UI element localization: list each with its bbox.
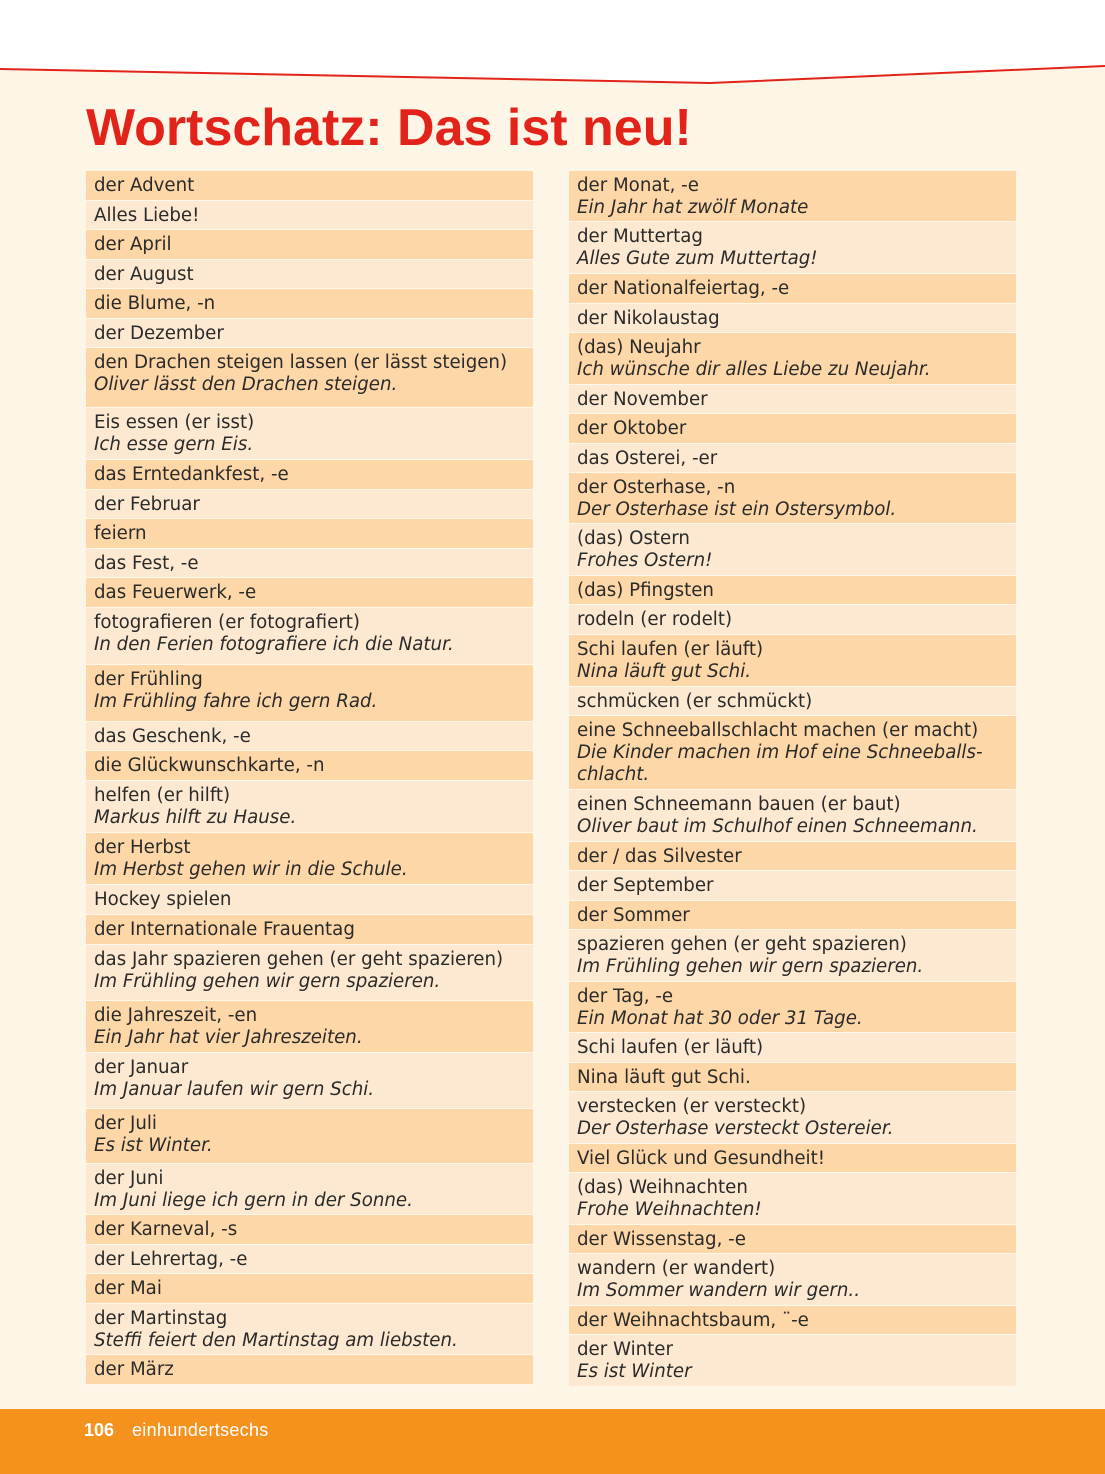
vocab-entry <box>569 274 1016 304</box>
vocab-entry <box>569 1144 1016 1173</box>
vocab-word: der / das Silvester <box>577 846 742 867</box>
vocab-example: Ich esse gern Eis. <box>94 434 254 455</box>
vocab-word: der Oktober <box>577 418 687 439</box>
vocab-entry <box>86 578 533 608</box>
vocab-word: der Februar <box>94 494 200 515</box>
vocab-word: der Dezember <box>94 323 224 344</box>
vocab-entry <box>86 1304 533 1355</box>
vocab-entry <box>86 1274 533 1304</box>
vocab-entry <box>569 635 1016 687</box>
vocab-word: der Sommer <box>577 905 690 926</box>
vocab-entry <box>569 901 1016 930</box>
vocab-word: Alles Liebe! <box>94 205 200 226</box>
vocab-entry <box>86 260 533 289</box>
vocab-example: Im Herbst gehen wir in die Schule. <box>94 859 408 880</box>
vocab-word: das Jahr spazieren gehen (er geht spazieren) <box>94 949 504 970</box>
vocab-example: Im Frühling fahre ich gern Rad. <box>94 691 378 712</box>
vocab-example-continued: chlacht. <box>577 764 650 785</box>
vocab-example: Ein Jahr hat zwölf Monate <box>577 197 809 218</box>
vocab-entry <box>86 781 533 833</box>
vocab-word: (das) Neujahr <box>577 337 701 358</box>
vocab-word: helfen (er hilft) <box>94 785 231 806</box>
vocab-word: Schi laufen (er läuft) <box>577 639 764 660</box>
vocab-entry <box>86 549 533 578</box>
vocab-entry <box>569 871 1016 901</box>
vocab-entry <box>86 1245 533 1274</box>
vocab-example: Im Juni liege ich gern in der Sonne. <box>94 1190 413 1211</box>
vocab-entry <box>86 319 533 348</box>
vocab-example: Markus hilft zu Hause. <box>94 807 297 828</box>
vocab-entry <box>569 605 1016 635</box>
vocab-entry <box>86 1164 533 1215</box>
vocab-entry <box>569 1063 1016 1092</box>
vocab-example: Im Januar laufen wir gern Schi. <box>94 1079 375 1100</box>
vocab-word: schmücken (er schmückt) <box>577 691 813 712</box>
vocabulary-list-left <box>86 171 533 1385</box>
vocab-example: Steffi feiert den Martinstag am liebsten. <box>94 1330 458 1351</box>
vocab-entry <box>569 1033 1016 1063</box>
vocab-word: der August <box>94 264 194 285</box>
vocab-entry <box>569 1254 1016 1306</box>
vocab-word: der November <box>577 389 708 410</box>
vocab-word: fotografieren (er fotografiert) <box>94 612 361 633</box>
vocab-word: rodeln (er rodelt) <box>577 609 733 630</box>
vocab-entry <box>86 833 533 885</box>
vocab-word: das Fest, -e <box>94 553 199 574</box>
vocab-entry <box>86 1053 533 1109</box>
vocab-entry <box>569 444 1016 473</box>
vocab-word: der Lehrertag, -e <box>94 1249 248 1270</box>
vocabulary-list-right <box>569 171 1016 1387</box>
vocab-entry <box>86 490 533 519</box>
vocab-word: der Advent <box>94 175 195 196</box>
vocab-entry <box>569 333 1016 385</box>
vocab-entry <box>86 608 533 665</box>
vocab-example: Im Sommer wandern wir gern.. <box>577 1280 860 1301</box>
vocab-word: verstecken (er versteckt) <box>577 1096 807 1117</box>
vocab-word: die Jahreszeit, -en <box>94 1005 258 1026</box>
vocab-word: das Erntedankfest, -e <box>94 464 289 485</box>
vocab-example: Im Frühling gehen wir gern spazieren. <box>94 971 441 992</box>
vocab-example: In den Ferien fotografiere ich die Natur. <box>94 634 454 655</box>
vocab-entry <box>569 385 1016 414</box>
vocab-entry <box>86 751 533 781</box>
vocab-word: die Blume, -n <box>94 293 216 314</box>
vocab-example: Ein Jahr hat vier Jahreszeiten. <box>94 1027 363 1048</box>
vocab-word: (das) Weihnachten <box>577 1177 748 1198</box>
vocab-example: Der Osterhase ist ein Ostersymbol. <box>577 499 897 520</box>
vocab-word: Nina läuft gut Schi. <box>577 1067 751 1088</box>
vocab-word: das Osterei, -er <box>577 448 718 469</box>
vocab-word: der Wissenstag, -e <box>577 1229 746 1250</box>
vocab-entry <box>86 885 533 915</box>
vocab-entry <box>86 201 533 230</box>
vocab-example: Oliver lässt den Drachen steigen. <box>94 374 398 395</box>
vocab-word: das Feuerwerk, -e <box>94 582 257 603</box>
vocab-word: Viel Glück und Gesundheit! <box>577 1148 826 1169</box>
vocab-word: der Martinstag <box>94 1308 228 1329</box>
vocab-entry <box>86 460 533 490</box>
vocab-word: der Juli <box>94 1113 157 1134</box>
vocab-entry <box>569 687 1016 716</box>
vocab-entry <box>86 1001 533 1053</box>
vocab-word: der Internationale Frauentag <box>94 919 355 940</box>
vocab-word: der Monat, -e <box>577 175 699 196</box>
vocab-word: der Muttertag <box>577 226 703 247</box>
vocab-word: (das) Ostern <box>577 528 690 549</box>
vocab-word: das Geschenk, -e <box>94 726 251 747</box>
vocab-word: der Osterhase, -n <box>577 477 736 498</box>
vocab-example: Oliver baut im Schulhof einen Schneemann. <box>577 816 978 837</box>
vocab-entry <box>86 289 533 319</box>
vocab-word: der Januar <box>94 1057 189 1078</box>
vocab-entry <box>86 519 533 549</box>
vocab-example: Nina läuft gut Schi. <box>577 661 752 682</box>
vocab-entry <box>86 171 533 201</box>
vocab-entry <box>569 1092 1016 1144</box>
vocab-entry <box>86 408 533 460</box>
vocab-word: der Nationalfeiertag, -e <box>577 278 790 299</box>
vocab-example: Frohe Weihnachten! <box>577 1199 762 1220</box>
vocab-entry <box>86 1355 533 1385</box>
vocab-word: einen Schneemann bauen (er baut) <box>577 794 901 815</box>
vocab-example: Die Kinder machen im Hof eine Schneeballs- <box>577 742 983 763</box>
page-number-word: einhundertsechs <box>132 1420 269 1440</box>
vocab-entry <box>569 790 1016 842</box>
vocab-word: der Tag, -e <box>577 986 674 1007</box>
vocab-example: Im Frühling gehen wir gern spazieren. <box>577 956 924 977</box>
vocab-word: Schi laufen (er läuft) <box>577 1037 764 1058</box>
vocab-word: (das) Pfingsten <box>577 580 714 601</box>
vocab-entry <box>86 230 533 260</box>
vocab-example: Der Osterhase versteckt Ostereier. <box>577 1118 894 1139</box>
page-number: 106 <box>84 1420 115 1440</box>
vocab-word: der Juni <box>94 1168 164 1189</box>
vocab-entry <box>569 222 1016 274</box>
vocab-entry <box>569 930 1016 982</box>
vocab-entry <box>569 1335 1016 1387</box>
vocab-word: wandern (er wandert) <box>577 1258 776 1279</box>
vocab-word: der Winter <box>577 1339 673 1360</box>
vocab-word: der Mai <box>94 1278 162 1299</box>
vocab-word: eine Schneeballschlacht machen (er macht) <box>577 720 979 741</box>
page-title: Wortschatz: Das ist neu! <box>86 99 692 157</box>
vocab-entry <box>569 982 1016 1033</box>
vocab-entry <box>86 1215 533 1245</box>
vocab-entry <box>569 716 1016 790</box>
vocab-entry <box>86 665 533 722</box>
vocab-word: der Karneval, -s <box>94 1219 238 1240</box>
vocab-word: den Drachen steigen lassen (er lässt steigen) <box>94 352 508 373</box>
footer-bar <box>0 1409 1105 1474</box>
vocab-entry <box>569 304 1016 333</box>
vocab-entry <box>569 524 1016 576</box>
vocab-entry <box>569 1306 1016 1335</box>
vocab-word: Hockey spielen <box>94 889 232 910</box>
vocab-entry <box>86 915 533 945</box>
vocab-word: der Herbst <box>94 837 191 858</box>
vocab-entry <box>569 1225 1016 1254</box>
vocab-example: Alles Gute zum Muttertag! <box>577 248 818 269</box>
vocab-example: Frohes Ostern! <box>577 550 713 571</box>
vocab-example: Ein Monat hat 30 oder 31 Tage. <box>577 1008 863 1029</box>
vocab-word: der September <box>577 875 714 896</box>
vocab-entry <box>569 576 1016 605</box>
vocab-word: spazieren gehen (er geht spazieren) <box>577 934 907 955</box>
vocab-word: die Glückwunschkarte, -n <box>94 755 325 776</box>
vocab-entry <box>86 348 533 408</box>
vocab-entry <box>569 1173 1016 1225</box>
vocab-word: der April <box>94 234 172 255</box>
vocab-example: Ich wünsche dir alles Liebe zu Neujahr. <box>577 359 931 380</box>
vocab-word: der Frühling <box>94 669 203 690</box>
vocab-entry <box>569 473 1016 524</box>
vocab-word: der März <box>94 1359 174 1380</box>
vocab-entry <box>569 414 1016 444</box>
vocab-entry <box>86 722 533 751</box>
vocab-entry <box>86 945 533 1001</box>
vocab-word: der Weihnachtsbaum, ¨-e <box>577 1310 809 1331</box>
vocab-entry <box>86 1109 533 1164</box>
vocab-example: Es ist Winter. <box>94 1135 213 1156</box>
vocab-entry <box>569 842 1016 871</box>
vocab-entry <box>569 171 1016 222</box>
vocab-word: feiern <box>94 523 147 544</box>
vocab-word: der Nikolaustag <box>577 308 720 329</box>
vocab-word: Eis essen (er isst) <box>94 412 255 433</box>
vocab-example: Es ist Winter <box>577 1361 692 1382</box>
